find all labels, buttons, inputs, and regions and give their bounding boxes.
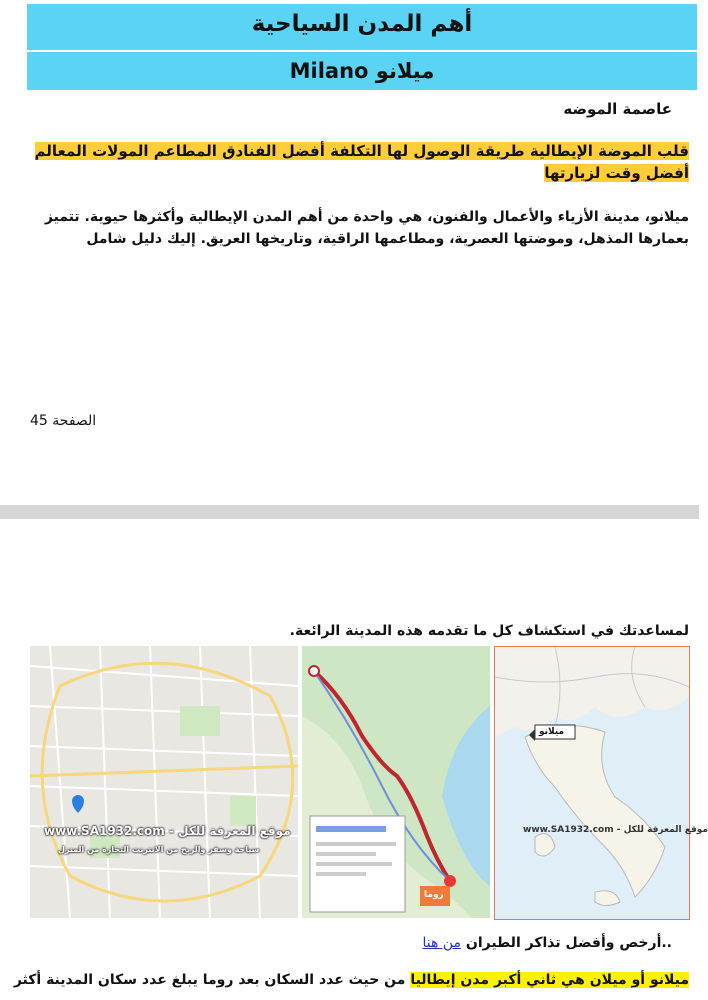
- country-map-watermark: موقع المعرفة للكل - www.SA1932.com: [523, 825, 708, 835]
- milan-highlight: ميلانو أو ميلان هي ثاني أكبر مدن إيطاليا: [410, 972, 689, 988]
- milan-paragraph: [13, 972, 689, 988]
- page-title: أهم المدن السياحية: [27, 4, 697, 50]
- flight-tickets-text: ..أرخص وأفضل تذاكر الطيران: [465, 935, 672, 951]
- route-map-graphic: [302, 646, 490, 918]
- flight-tickets-link[interactable]: من هنا: [422, 935, 461, 951]
- milan-rest: من حيث عدد السكان بعد روما يبلغ عدد سكان المدينة أكثر: [13, 972, 411, 988]
- route-map-image: [302, 646, 490, 918]
- rome-label: روما: [424, 890, 444, 900]
- italy-map-image: [494, 646, 708, 920]
- city-subtitle: عاصمة الموضه: [563, 100, 672, 118]
- page-separator: [0, 505, 699, 519]
- page-number: الصفحة 45: [30, 413, 97, 429]
- city-title: ميلانو Milano: [27, 52, 697, 90]
- explore-paragraph: لمساعدتك في استكشاف كل ما تقدمه هذه المدينة الرائعة.: [289, 623, 689, 639]
- country-map-graphic: [495, 647, 689, 919]
- highlighted-topics-text: قلب الموضة الإيطالية طريقة الوصول لها التكلفة أفضل الفنادق المطاعم المولات المعالم أفضل وقت لزيارتها: [34, 142, 689, 182]
- destination-pin-icon: [444, 875, 456, 887]
- document-page-2: [0, 519, 708, 1000]
- milan-city-map-image: [30, 646, 298, 918]
- intro-paragraph: ميلانو، مدينة الأزياء والأعمال والفنون، هي واحدة من أهم المدن الإيطالية وأكثرها حيوية. تتميز بعمارها المذهل، وموضتها العصرية، ومطاعمها الراقية، وتاريخها العريق. إليك دليل شامل: [44, 209, 689, 247]
- city-map-watermark-sub: سياحة وسفر والربح من الانترنت التجارة من المنزل: [58, 845, 260, 854]
- document-page-1: [0, 0, 699, 505]
- city-map-watermark: موقع المعرفة للكل - www.SA1932.com: [44, 824, 291, 838]
- milan-label: ميلانو: [539, 727, 565, 737]
- flight-tickets-line: [423, 935, 672, 951]
- highlighted-topics: [25, 140, 689, 184]
- city-map-graphic: [30, 646, 298, 918]
